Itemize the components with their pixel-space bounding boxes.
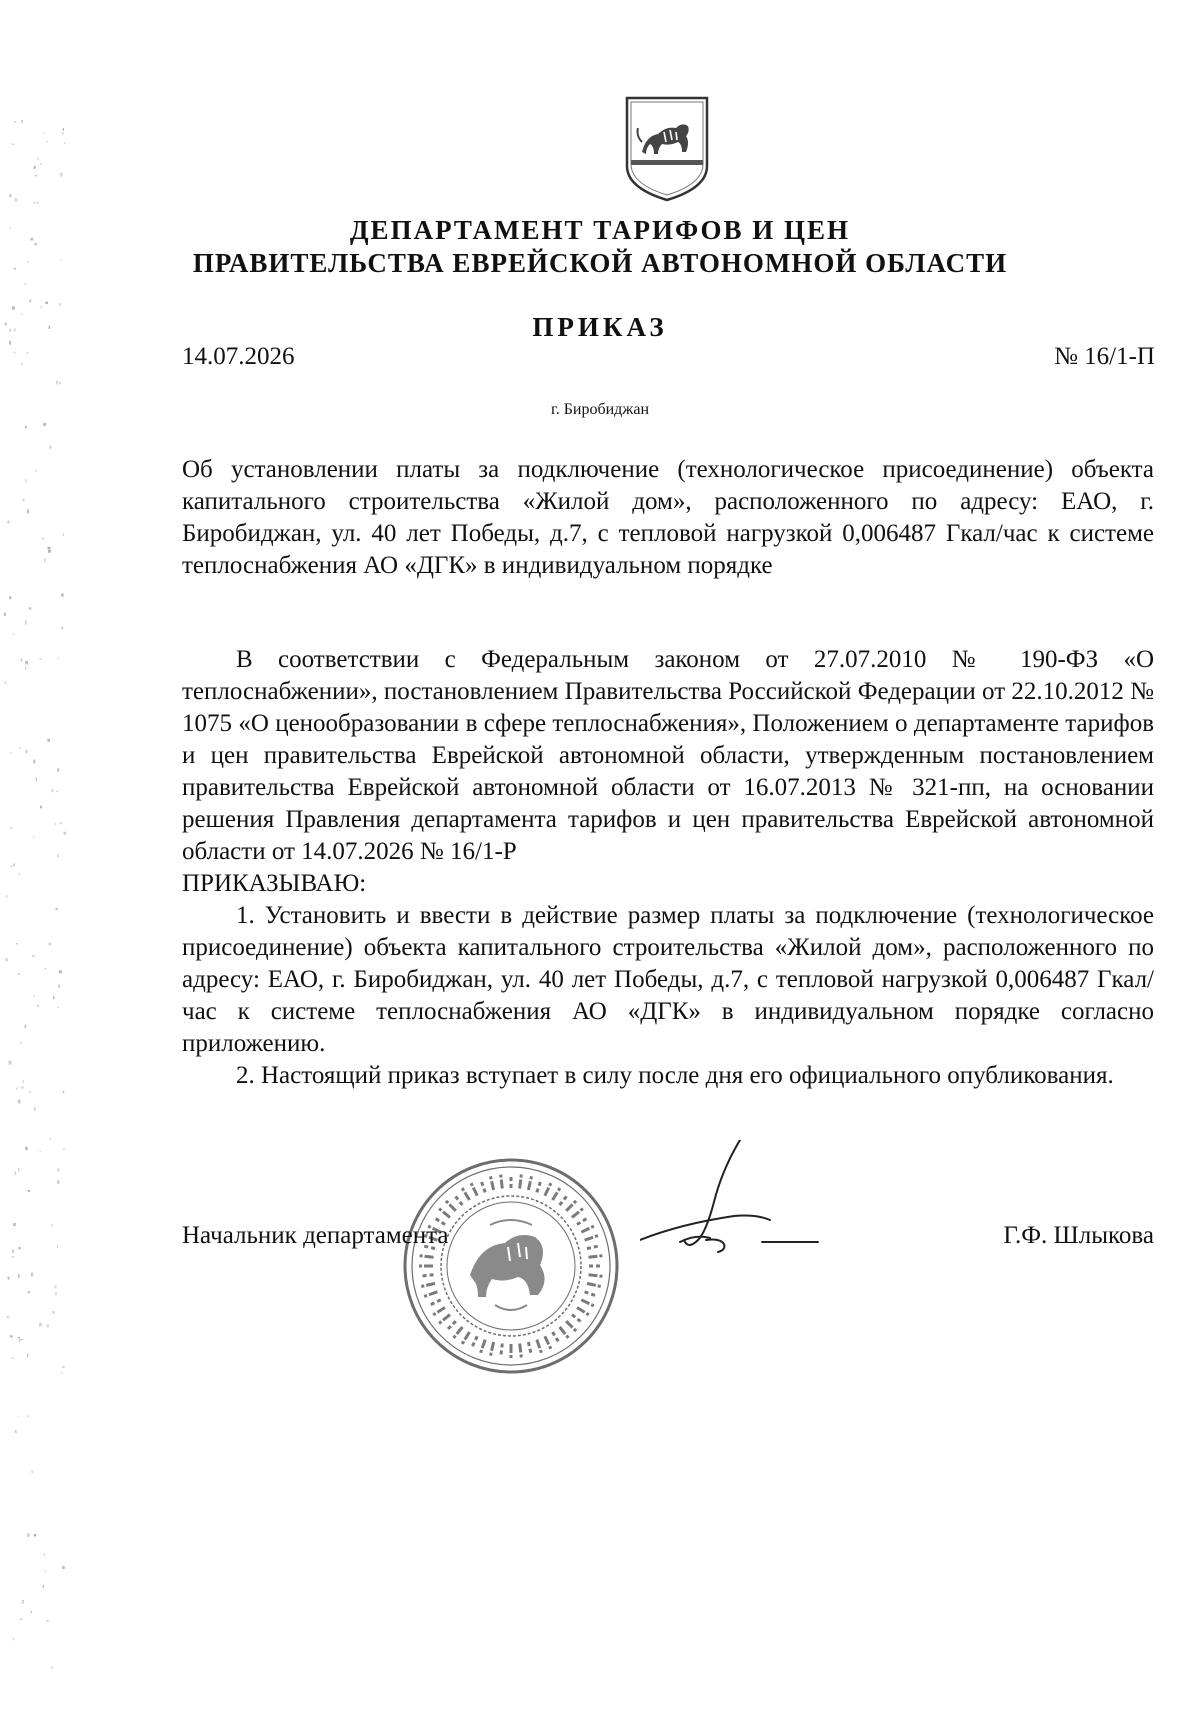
seal-ring-mark [501,1175,503,1189]
scan-speck [14,121,16,122]
scan-speck [27,510,29,514]
scan-speck [57,854,59,857]
seal-ring-mark [491,1342,494,1356]
scan-speck [45,1570,46,1573]
scan-speck [9,1061,12,1065]
scan-speck [12,1256,15,1257]
order-item-2: 2. Настоящий приказ вступает в силу после дня его официального опубликования. [236,1062,1114,1089]
scan-speck [18,1247,20,1249]
scan-speck [25,666,26,670]
scan-speck [18,1337,20,1339]
order-city: г. Биробиджан [550,401,650,418]
scan-speck [7,1316,9,1318]
scan-speck [25,750,27,754]
seal-ring-mark [553,1332,560,1344]
seal-ring-mark [572,1315,583,1324]
scan-speck [28,1415,29,1417]
scan-speck [40,806,42,809]
seal-ring-mark [566,1201,576,1211]
seal-ring-mark [585,1236,598,1241]
scan-speck [33,760,35,764]
scan-speck [63,832,66,835]
scan-speck [21,1086,23,1089]
scan-speck [43,1585,44,1588]
scan-speck [34,166,36,169]
scan-speck [35,469,36,473]
seal-ring-mark [491,1176,494,1190]
order-title: ПРИКАЗ [532,312,668,342]
scan-speck [62,1366,65,1368]
decree-word: ПРИКАЗЫВАЮ: [182,870,367,897]
scan-speck [57,657,59,659]
scan-speck [37,158,39,160]
scan-speck [43,132,44,134]
scan-speck [61,594,64,597]
scan-speck [21,1339,23,1340]
scan-speck [34,201,36,204]
signatory-position: Начальник департамента [182,1222,449,1249]
scan-speck [34,1107,35,1111]
seal-ring-mark [471,1183,477,1196]
official-seal-icon [400,1155,622,1377]
seal-ring-mark [439,1209,450,1218]
scan-speck [57,1168,59,1171]
scan-speck [62,132,64,135]
scan-speck [4,613,6,617]
seal-ring-mark [537,1179,542,1192]
scan-speck [12,1357,15,1359]
scan-speck [27,1354,28,1357]
scan-speck [18,1100,21,1104]
scan-speck [58,985,60,988]
scan-speck [20,1042,21,1044]
scan-speck [63,128,64,131]
seal-ring-mark [587,1283,601,1286]
seal-ring-mark [420,1275,434,1277]
scan-speck [50,1138,51,1140]
scan-speck [44,1554,45,1556]
organization-name-line-1: ДЕПАРТАМЕНТ ТАРИФОВ И ЦЕН [349,215,851,245]
scan-speck [15,198,18,202]
scan-speck [60,173,63,177]
scan-speck [39,1323,42,1327]
seal-ring-mark [446,1321,456,1331]
scan-speck [31,1273,33,1277]
coat-of-arms-icon [624,96,710,202]
scan-speck [27,1533,29,1537]
signatory-name: Г.Ф. Шлыкова [1003,1222,1154,1249]
scan-speck [29,299,31,302]
scan-speck [29,1091,31,1093]
scan-speck [58,1007,59,1009]
scan-speck [18,1168,19,1171]
order-number: № 16/1-П [1054,343,1155,370]
scan-speck [64,142,65,144]
scan-speck [25,1147,27,1150]
scan-speck [35,175,37,177]
scan-speck [48,550,51,553]
seal-ring-mark [462,1188,469,1200]
seal-ring-mark [585,1292,598,1297]
scan-speck [50,446,52,449]
scan-speck [51,1666,52,1668]
seal-ring-mark [587,1246,601,1249]
scan-speck [10,827,13,828]
scan-speck [12,306,15,309]
scan-speck [61,1372,63,1373]
scan-speck [19,1339,21,1342]
scan-speck [31,1611,32,1613]
scan-speck [33,995,34,997]
scan-speck [47,1324,50,1327]
scan-speck [9,596,11,599]
scan-speck [13,1637,14,1641]
scan-speck [59,303,61,306]
scan-speck [25,661,28,664]
scan-speck [27,352,29,354]
seal-ring-mark [528,1342,531,1356]
scan-speck [42,538,44,539]
scan-speck [51,789,53,792]
scan-speck [10,752,11,754]
seal-ring-mark [462,1332,469,1344]
seal-ring-mark [560,1327,569,1338]
scan-speck [32,956,34,957]
scan-speck [21,120,23,123]
seal-ring-mark [589,1275,603,1277]
seal-ring-mark [545,1336,551,1349]
scan-speck [34,1534,36,1536]
seal-ring-mark [471,1336,477,1349]
scan-speck [49,943,51,946]
scan-speck [32,1471,33,1474]
scan-speck [57,381,58,385]
scan-speck [19,873,20,874]
seal-ring-mark [424,1292,437,1297]
scan-speck [6,895,8,898]
scan-speck [5,958,8,962]
scan-speck [36,778,37,782]
scan-speck [39,658,41,659]
seal-ring-mark [454,1194,463,1205]
scan-speck [18,1274,20,1278]
scan-speck [13,1223,15,1226]
seal-ring-mark [520,1344,522,1358]
seal-ring-mark [481,1340,486,1353]
organization-name-line-2: ПРАВИТЕЛЬСТВА ЕВРЕЙСКОЙ АВТОНОМНОЙ ОБЛАСТИ [192,248,1008,278]
seal-ring-mark [577,1217,589,1224]
scan-speck [63,533,64,536]
handwritten-signature-icon [640,1140,850,1280]
seal-ring-mark [446,1201,456,1211]
order-subject: Об установлении платы за подключение (технологическое присоединение) объекта капитального строительства «Жилой дом», расположенного по адресу: ЕАО, г. Биробиджан, ул. 40 лет Победы, д.7, с тепловой нагрузкой 0,006487 Гкал/час к системе теплоснабжения АО «ДГК» в индивидуальном порядке [182,456,1154,579]
scan-speck [24,283,26,285]
scan-speck [12,144,15,145]
scan-speck [7,521,9,524]
seal-ring-mark [481,1179,486,1192]
scan-speck [9,194,11,197]
scan-speck [33,835,34,838]
scan-speck [21,658,23,661]
scan-speck [18,1416,19,1417]
scan-speck [25,1025,27,1029]
seal-ring-mark [420,1256,434,1258]
scan-speck [44,558,45,562]
seal-ring-mark [439,1315,450,1324]
scan-speck [15,1430,17,1433]
scan-speck [14,352,15,354]
scan-speck [29,607,32,609]
scan-speck [63,1148,64,1151]
scan-speck [54,823,56,825]
seal-ring-mark [566,1321,576,1331]
scan-speck [53,996,55,999]
seal-ring-mark [428,1300,441,1306]
order-date: 14.07.2026 [182,343,295,370]
scan-speck [55,1292,57,1296]
seal-ring-mark [572,1209,583,1218]
scan-speck [63,1091,64,1093]
scan-speck [52,1311,55,1314]
scan-speck [41,306,43,308]
scan-speck [54,1286,56,1289]
scan-speck [25,621,26,625]
seal-ring-mark [528,1176,531,1190]
scan-speck [45,968,47,970]
scan-speck [11,866,13,867]
scan-speck [60,822,63,824]
scan-speck [23,1080,24,1083]
scan-speck [8,1277,10,1280]
seal-ring-mark [520,1175,522,1189]
scan-speck [55,908,58,910]
seal-ring-mark [454,1327,463,1338]
order-item-1: 1. Установить и ввести в действие размер платы за подключение (технологическое присоединение) объекта капитального строительства «Жилой дом», расположенного по адресу: ЕАО, г. Биробиджан, ул. 40 лет Победы, д.7, с тепловой нагрузкой 0,006487 Гкал/час к системе теплоснабжения АО «ДГК» в индивидуальном порядке согласно приложению. [182,902,1154,1057]
seal-ring-mark [581,1300,594,1306]
scan-speck [19,1086,20,1087]
scan-speck [4,681,6,683]
scan-speck [47,739,50,742]
scan-speck [22,363,23,365]
scan-speck [57,791,58,792]
scan-speck [39,1151,41,1152]
seal-ring-mark [560,1194,569,1205]
scan-speck [28,1190,31,1192]
scan-speck [20,1619,22,1621]
scan-speck [22,1600,24,1601]
scan-speck [36,202,38,204]
seal-ring-mark [421,1283,435,1286]
scan-speck [45,302,48,305]
scan-speck [57,1246,58,1248]
scan-speck [25,479,27,482]
scan-speck [18,973,20,975]
scan-speck [13,633,14,635]
scan-speck [62,1566,65,1569]
scan-speck [48,547,51,549]
seal-ring-mark [581,1226,594,1232]
scan-speck [15,1172,17,1175]
seal-ring-mark [577,1308,589,1315]
scan-speck [25,426,27,429]
scan-speck [16,1088,17,1090]
seal-ring-mark [589,1256,603,1258]
scan-speck [13,864,15,867]
scan-speck [47,1620,49,1622]
seal-ring-mark [553,1188,560,1200]
preamble-paragraph: В соответствии с Федеральным законом от 27.07.2010 № 190-ФЗ «О теплоснабжении», постановлением Правительства Российской Федерации от 22.10.2012 № 1075 «О ценообразовании в сфере теплоснабжения», Положением о департаменте тарифов и цен правительства Еврейской автономной области, утвержденным постановлением правительства Еврейской автономной области от 16.07.2013 № 321-пп, на основании решения Правления департамента тарифов и цен правительства Еврейской автономной области от 14.07.2026 № 16/1-Р [182,646,1154,865]
scan-speck [46,141,48,142]
scan-speck [40,164,42,165]
seal-ring-mark [537,1340,542,1353]
scan-speck [10,1335,13,1337]
scan-speck [43,423,46,426]
scan-speck [28,1291,31,1294]
scan-speck [23,499,25,502]
seal-ring-mark [545,1183,551,1196]
seal-ring-mark [433,1308,445,1315]
order-body [182,644,1154,1092]
scan-speck [12,1249,14,1253]
scan-speck [57,769,59,772]
scan-speck [16,943,18,944]
scan-speck [37,1005,38,1007]
scan-speck [59,970,62,973]
scan-speck [22,1602,25,1603]
seal-ring-mark [501,1344,503,1358]
scan-speck [51,1224,53,1227]
scan-speck [57,1180,59,1184]
scan-speck [59,382,60,385]
scan-speck [19,747,21,749]
scan-speck [61,627,63,630]
